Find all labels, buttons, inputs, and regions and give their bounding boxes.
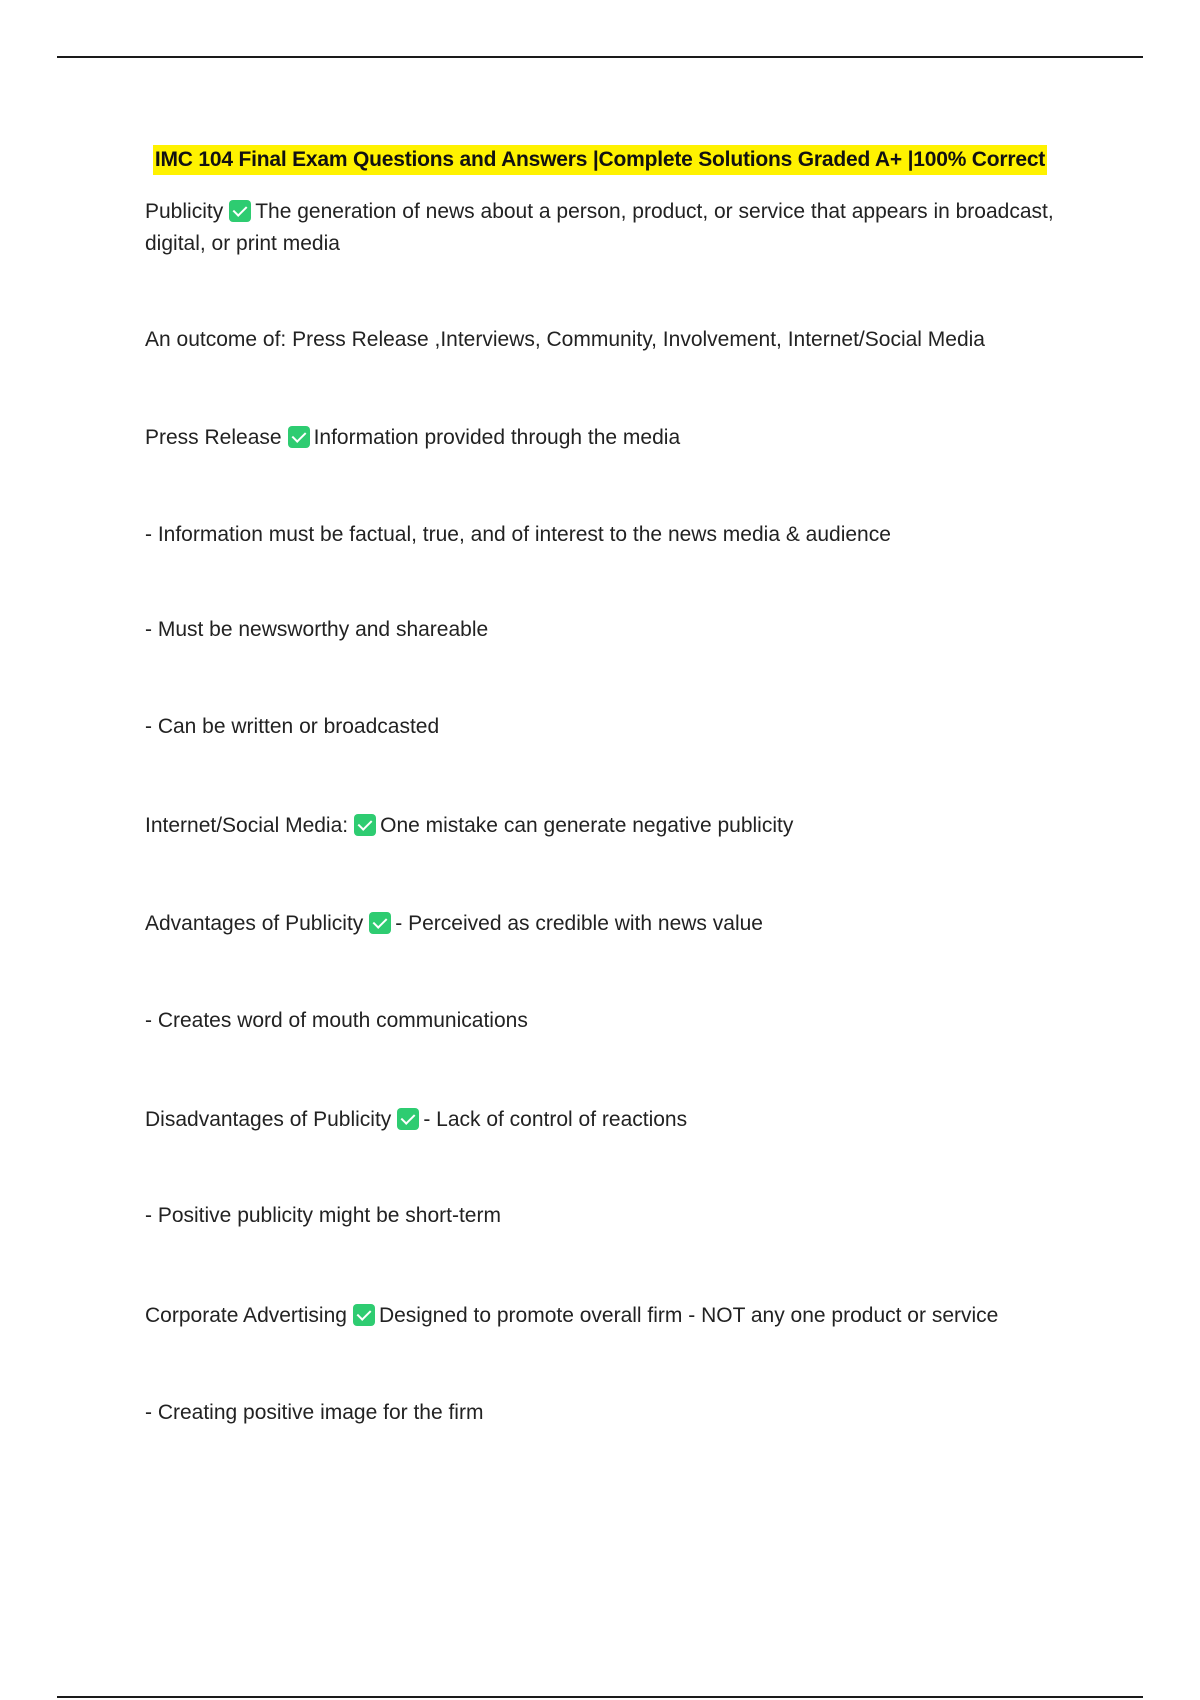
answer-text: - Lack of control of reactions xyxy=(423,1108,688,1131)
answer-text: The generation of news about a person, product, or service that appears in broadcast, digital, or print media xyxy=(145,200,1054,255)
footer-rule xyxy=(57,1696,1143,1698)
check-mark-icon xyxy=(353,1304,375,1326)
term-label: Advantages of Publicity xyxy=(145,912,364,935)
title-container xyxy=(0,145,1200,175)
bullet-line xyxy=(145,711,1075,743)
bullet-text: - Positive publicity might be short-term xyxy=(145,1204,501,1227)
answer-text: One mistake can generate negative publicity xyxy=(380,814,794,837)
header-rule xyxy=(57,56,1143,58)
note-line xyxy=(145,324,1075,356)
qa-entry-internet-social-media xyxy=(145,810,1075,842)
check-mark-icon xyxy=(354,814,376,836)
bullet-text: - Creating positive image for the firm xyxy=(145,1401,484,1424)
term-label: Internet/Social Media: xyxy=(145,814,349,837)
bullet-text: - Information must be factual, true, and of interest to the news media & audience xyxy=(145,523,891,546)
term-label: Corporate Advertising xyxy=(145,1304,347,1327)
bullet-line xyxy=(145,519,1075,551)
bullet-text: - Must be newsworthy and shareable xyxy=(145,618,489,641)
answer-text: - Perceived as credible with news value xyxy=(395,912,763,935)
bullet-line xyxy=(145,1200,1075,1232)
answer-text: Designed to promote overall firm - NOT any one product or service xyxy=(378,1304,999,1327)
bullet-line xyxy=(145,614,1075,646)
page-title: IMC 104 Final Exam Questions and Answers |Complete Solutions Graded A+ |100% Correct xyxy=(153,145,1047,175)
check-mark-icon xyxy=(229,200,251,222)
qa-entry-publicity xyxy=(145,196,1075,260)
bullet-line xyxy=(145,1397,1075,1429)
term-label: Press Release xyxy=(145,426,282,449)
note-text: An outcome of: Press Release ,Interviews, Community, Involvement, Internet/Social Media xyxy=(145,328,985,351)
bullet-line xyxy=(145,1005,1075,1037)
bullet-text: - Creates word of mouth communications xyxy=(145,1009,528,1032)
term-label: Publicity xyxy=(145,200,224,223)
qa-entry-corporate-advertising xyxy=(145,1300,1075,1332)
answer-text: Information provided through the media xyxy=(313,426,681,449)
qa-entry-press-release xyxy=(145,422,1075,454)
check-mark-icon xyxy=(397,1108,419,1130)
term-label: Disadvantages of Publicity xyxy=(145,1108,392,1131)
qa-entry-disadvantages xyxy=(145,1104,1075,1136)
qa-entry-advantages xyxy=(145,908,1075,940)
check-mark-icon xyxy=(288,426,310,448)
check-mark-icon xyxy=(369,912,391,934)
bullet-text: - Can be written or broadcasted xyxy=(145,715,440,738)
